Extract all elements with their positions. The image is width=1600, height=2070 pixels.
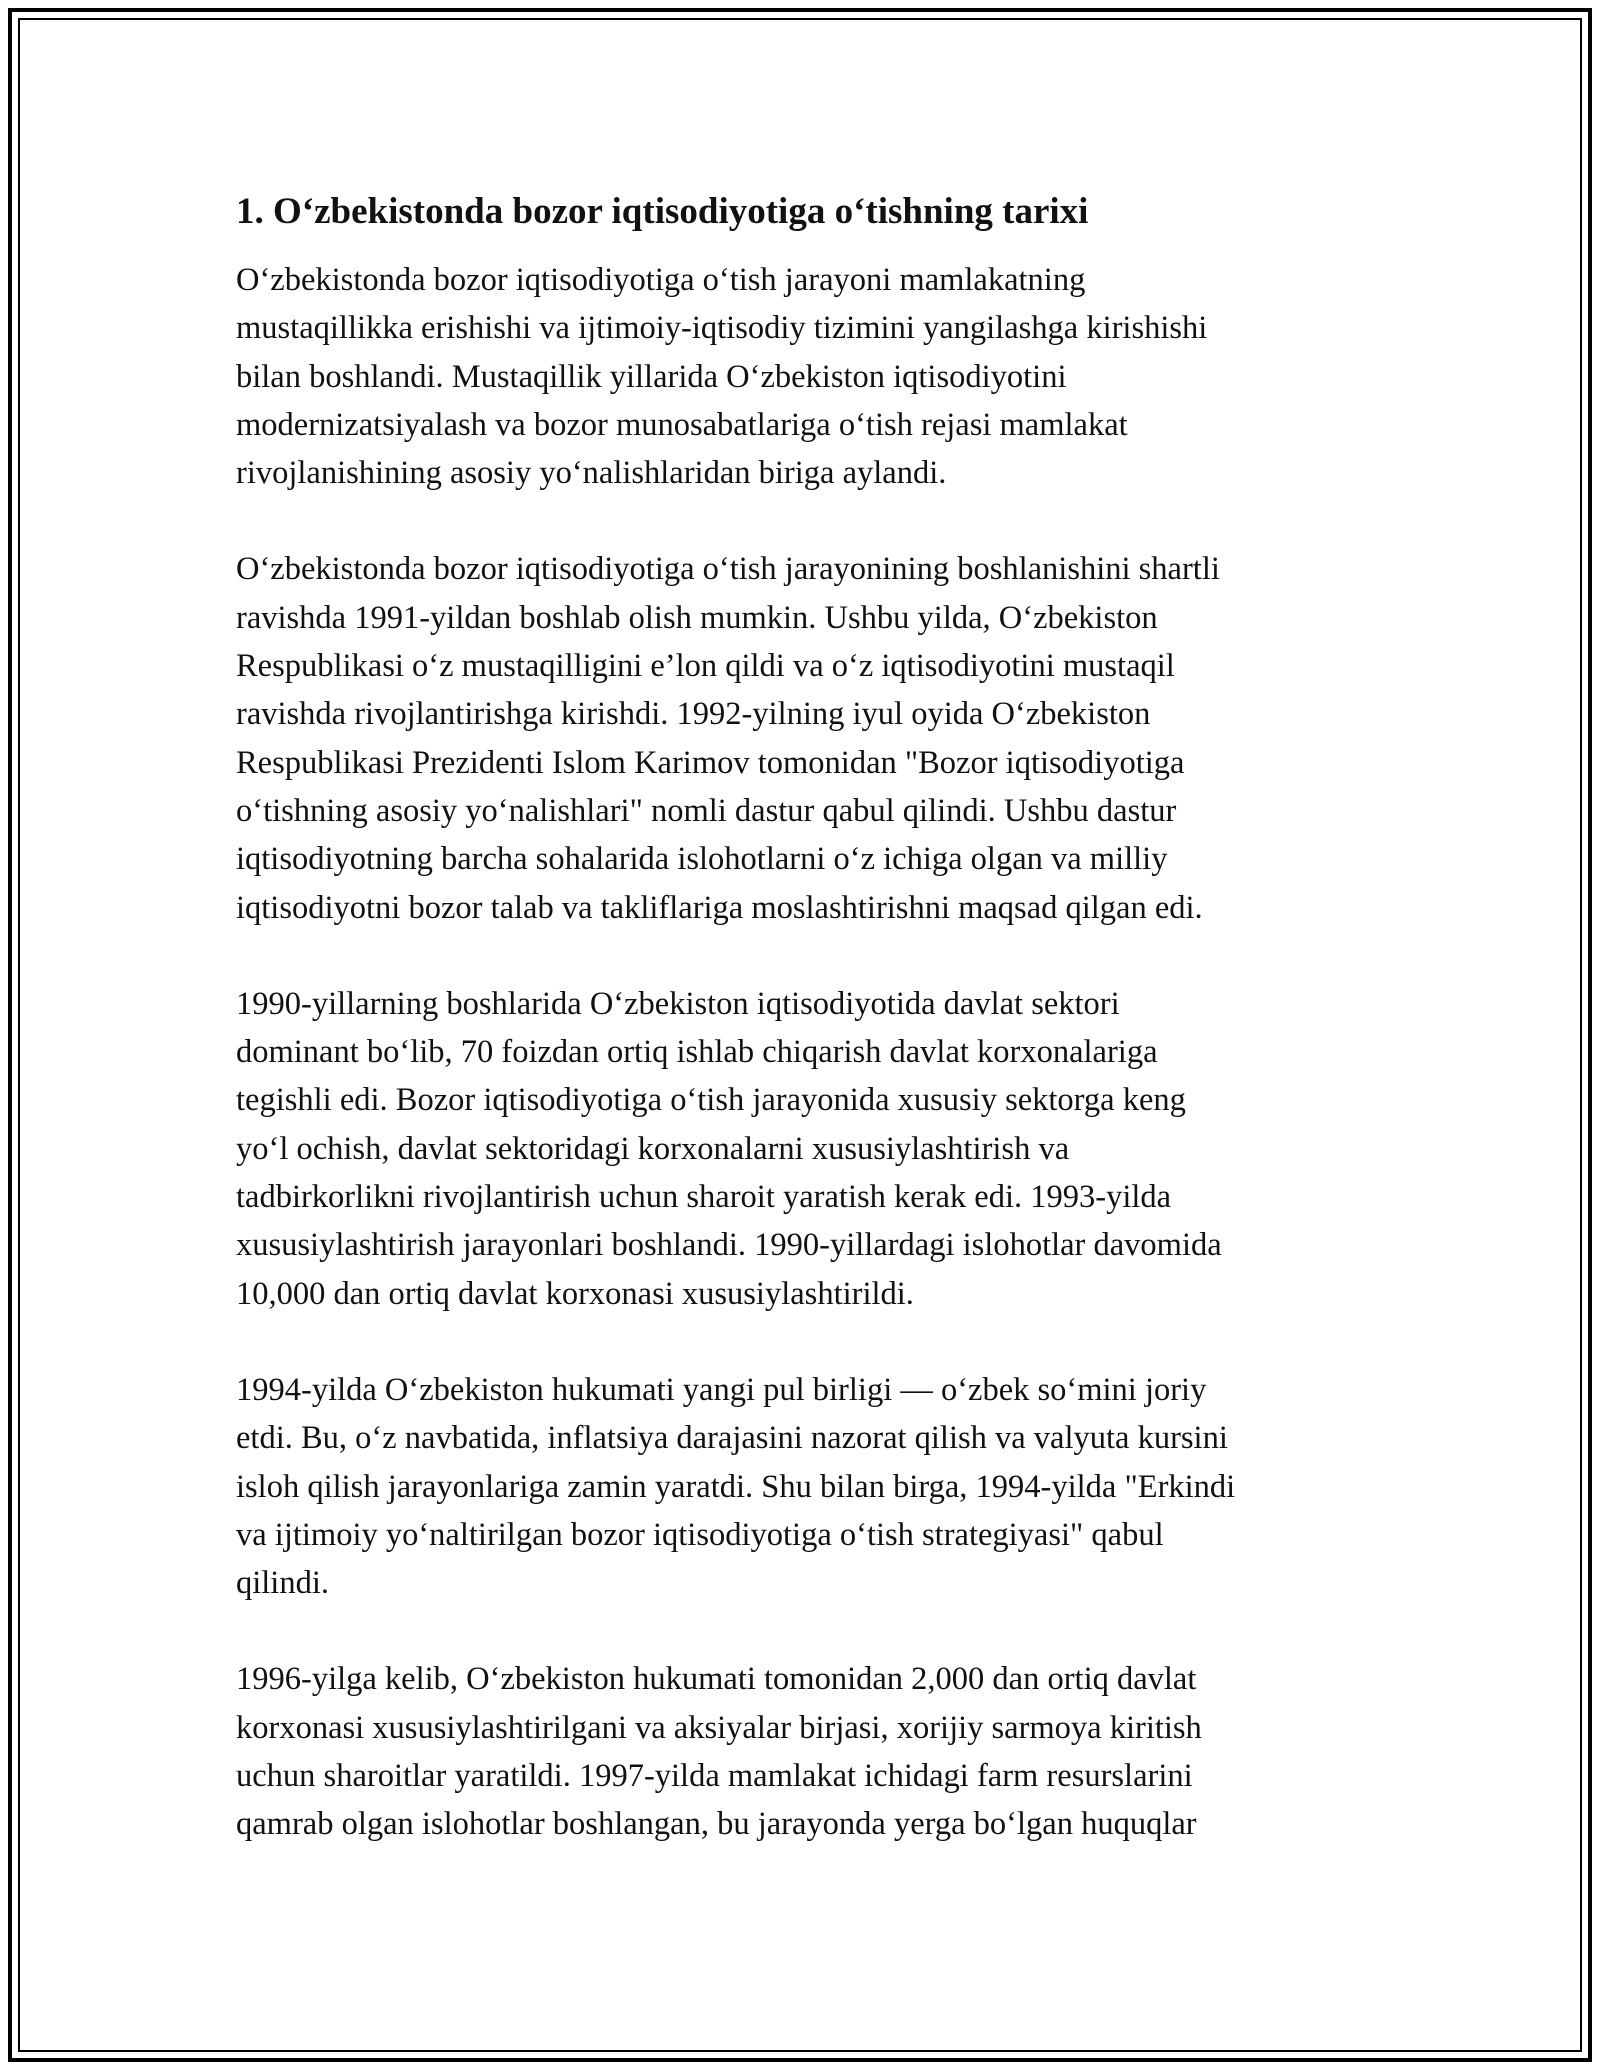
- paragraph-line: O‘zbekistonda bozor iqtisodiyotiga o‘tish jarayoni mamlakatning: [236, 262, 1086, 298]
- paragraph-line: o‘tishning asosiy yo‘nalishlari" nomli dastur qabul qilindi. Ushbu dastur: [236, 792, 1177, 829]
- paragraph-line: bilan boshlandi. Mustaqillik yillarida O‘zbekiston iqtisodiyotini: [236, 358, 1067, 395]
- paragraph-line: tegishli edi. Bozor iqtisodiyotiga o‘tish jarayonida xususiy sektorga keng: [236, 1082, 1186, 1119]
- paragraph-line: ravishda rivojlantirishga kirishdi. 1992-yilning iyul oyida O‘zbekiston: [236, 696, 1151, 733]
- paragraph-1: [236, 256, 1370, 497]
- paragraph-line: dominant bo‘lib, 70 foizdan ortiq ishlab chiqarish davlat korxonalariga: [236, 1034, 1158, 1071]
- paragraph-3: [236, 980, 1370, 1318]
- document-body: [236, 188, 1370, 1897]
- paragraph-line: etdi. Bu, o‘z navbatida, inflatsiya darajasini nazorat qilish va valyuta kursini: [236, 1420, 1228, 1457]
- paragraph-line: va ijtimoiy yo‘naltirilgan bozor iqtisodiyotiga o‘tish strategiyasi" qabul: [236, 1516, 1164, 1553]
- paragraph-line: iqtisodiyotning barcha sohalarida islohotlarni o‘z ichiga olgan va milliy: [236, 841, 1168, 878]
- paragraph-line: qamrab olgan islohotlar boshlangan, bu jarayonda yerga bo‘lgan huquqlar: [236, 1806, 1197, 1843]
- paragraph-2: [236, 545, 1370, 931]
- paragraph-line: isloh qilish jarayonlariga zamin yaratdi. Shu bilan birga, 1994-yilda "Erkindi: [236, 1468, 1236, 1505]
- paragraph-line: 10,000 dan ortiq davlat korxonasi xususiylashtirildi.: [236, 1275, 914, 1312]
- paragraph-line: ravishda 1991-yildan boshlab olish mumkin. Ushbu yilda, O‘zbekiston: [236, 599, 1158, 636]
- paragraph-line: korxonasi xususiylashtirilgani va aksiyalar birjasi, xorijiy sarmoya kiritish: [236, 1709, 1202, 1746]
- paragraph-line: O‘zbekistonda bozor iqtisodiyotiga o‘tish jarayonining boshlanishini shartli: [236, 551, 1220, 588]
- paragraph-line: tadbirkorlikni rivojlantirish uchun sharoit yaratish kerak edi. 1993-yilda: [236, 1179, 1172, 1216]
- paragraph-4: [236, 1366, 1370, 1607]
- paragraph-line: uchun sharoitlar yaratildi. 1997-yilda mamlakat ichidagi farm resurslarini: [236, 1758, 1193, 1795]
- paragraph-line: iqtisodiyotni bozor talab va takliflariga moslashtirishni maqsad qilgan edi.: [236, 889, 1203, 926]
- paragraph-5: [236, 1655, 1370, 1848]
- paragraph-line: 1996-yilga kelib, O‘zbekiston hukumati tomonidan 2,000 dan ortiq davlat: [236, 1661, 1197, 1698]
- paragraph-line: mustaqillikka erishishi va ijtimoiy-iqtisodiy tizimini yangilashga kirishishi: [236, 310, 1208, 347]
- section-title: 1. O‘zbekistonda bozor iqtisodiyotiga o‘tishning tarixi: [236, 191, 1089, 232]
- paragraph-line: Respublikasi o‘z mustaqilligini e’lon qildi va o‘z iqtisodiyotini mustaqil: [236, 648, 1175, 685]
- paragraph-line: 1994-yilda O‘zbekiston hukumati yangi pul birligi — o‘zbek so‘mini joriy: [236, 1371, 1207, 1408]
- paragraph-line: xususiylashtirish jarayonlari boshlandi. 1990-yillardagi islohotlar davomida: [236, 1227, 1222, 1264]
- paragraph-line: 1990-yillarning boshlarida O‘zbekiston iqtisodiyotida davlat sektori: [236, 985, 1120, 1022]
- paragraph-line: yo‘l ochish, davlat sektoridagi korxonalarni xususiylashtirish va: [236, 1130, 1070, 1167]
- paragraph-line: modernizatsiyalash va bozor munosabatlariga o‘tish rejasi mamlakat: [236, 406, 1128, 443]
- paragraph-line: qilindi.: [236, 1565, 329, 1602]
- paragraph-line: Respublikasi Prezidenti Islom Karimov tomonidan "Bozor iqtisodiyotiga: [236, 744, 1185, 781]
- paragraph-line: rivojlanishining asosiy yo‘nalishlaridan biriga aylandi.: [236, 455, 947, 492]
